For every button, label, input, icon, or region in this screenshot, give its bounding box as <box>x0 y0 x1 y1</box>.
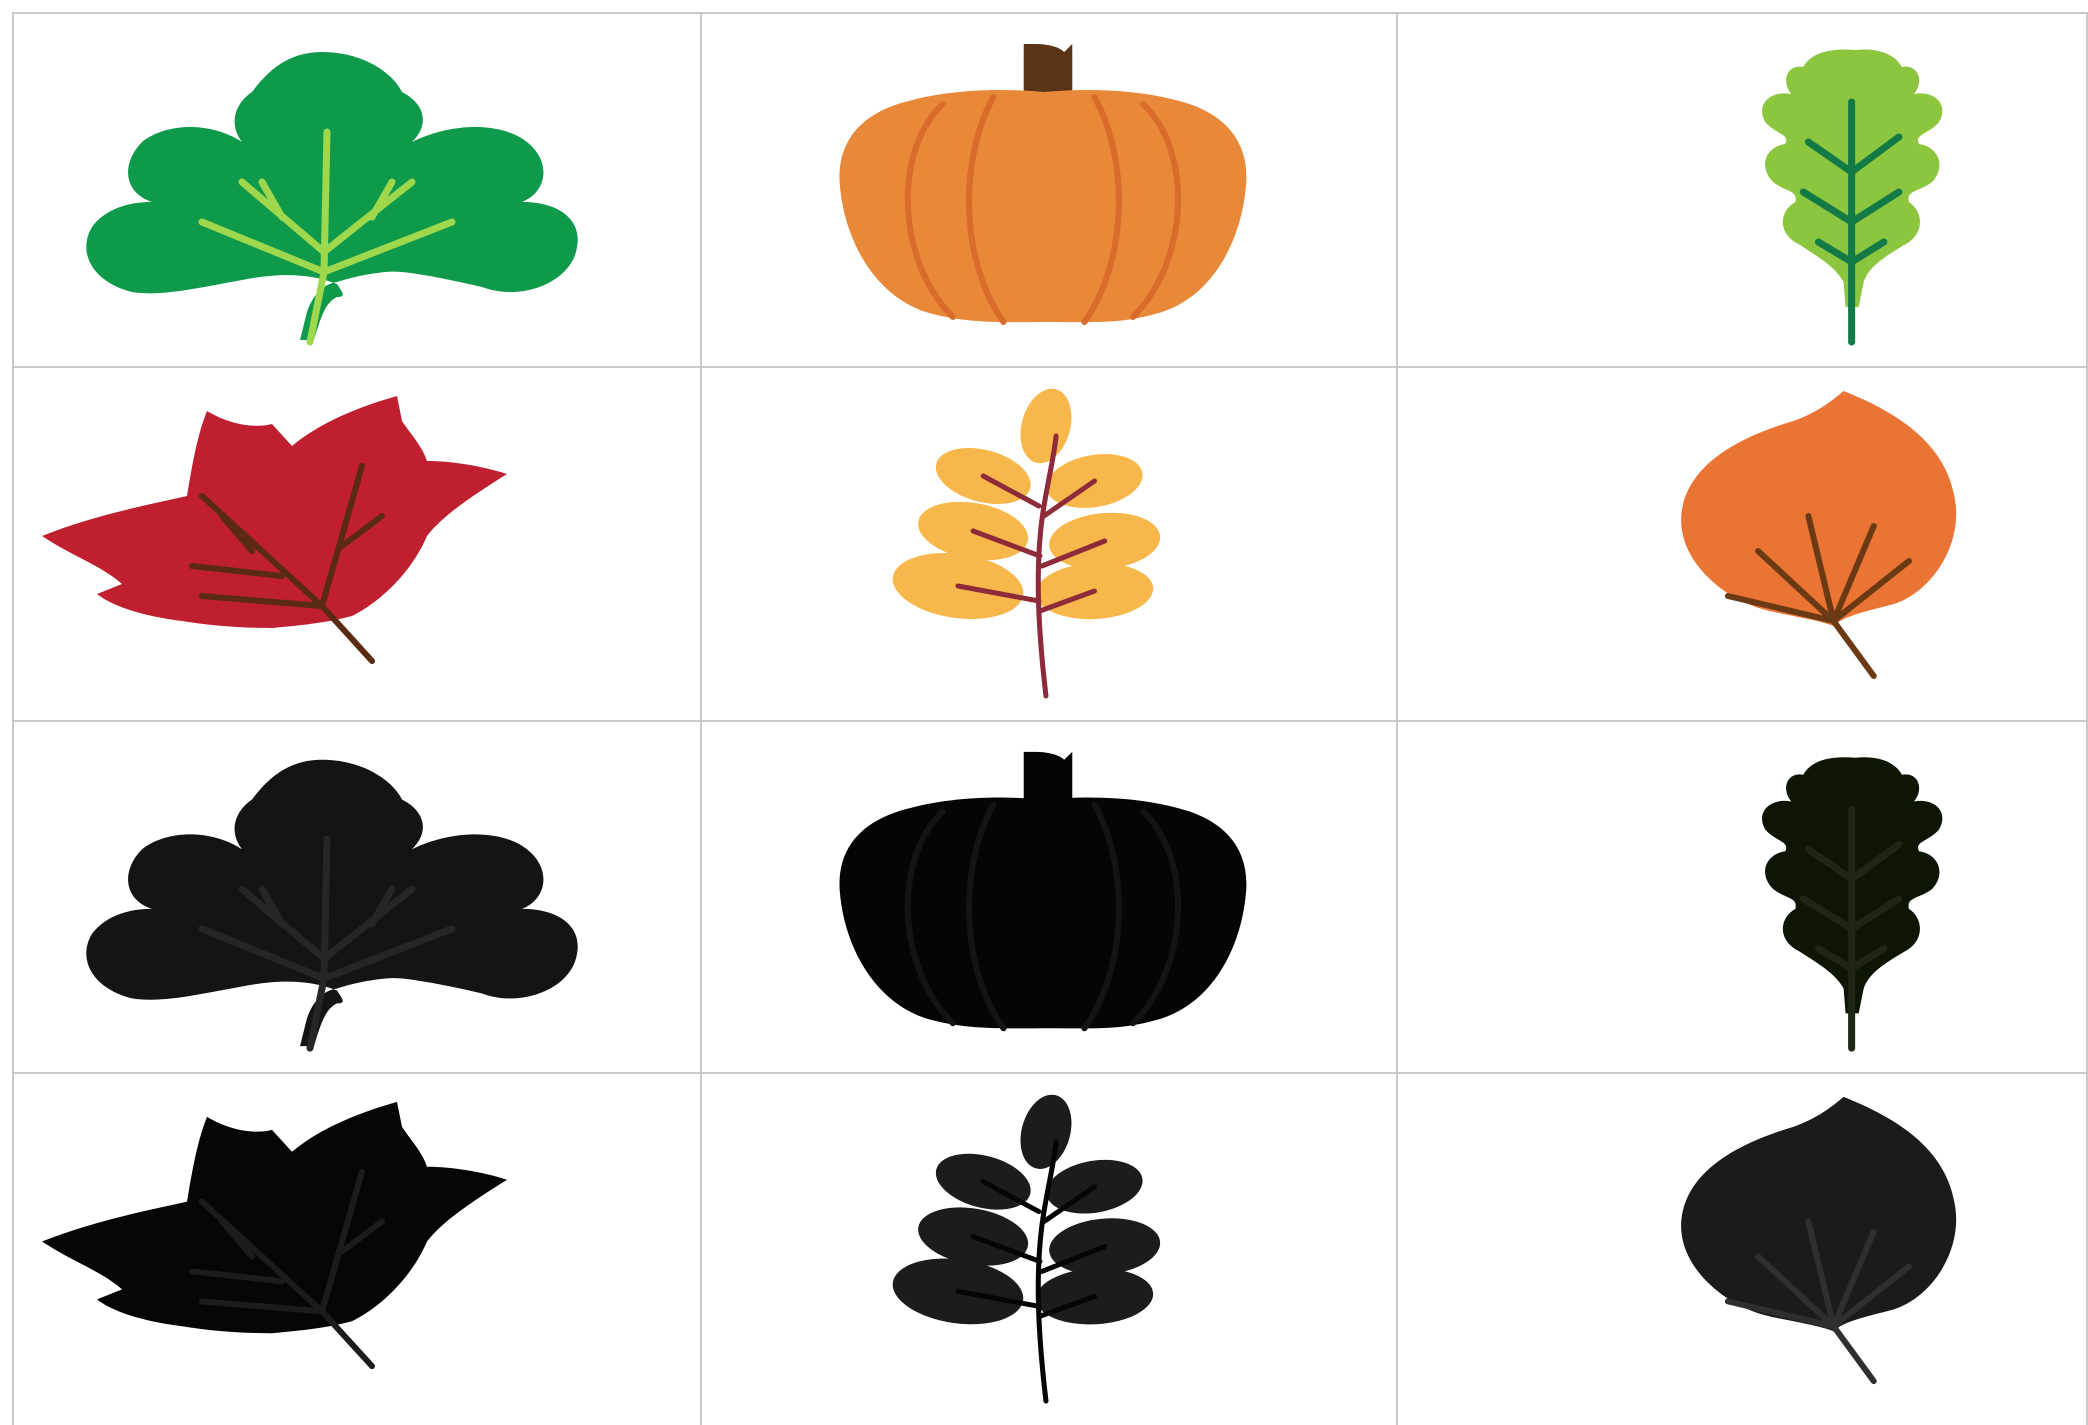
grid-line-vertical <box>1396 12 1398 1425</box>
maple-leaf-color-icon <box>12 366 700 720</box>
maple-leaf-silhouette-icon <box>12 1072 700 1425</box>
leaf-blade <box>42 1102 507 1333</box>
round-leaf-silhouette-icon <box>1396 1072 2088 1425</box>
pumpkin-body <box>839 798 1246 1029</box>
leaf-blade <box>42 396 507 628</box>
leaf-blade <box>86 52 577 340</box>
leaf-blade <box>1681 1097 1956 1331</box>
grape-leaf-silhouette-icon <box>12 720 700 1072</box>
pumpkin-color-icon <box>700 12 1396 366</box>
pumpkin-body <box>839 90 1246 322</box>
grid-line-horizontal <box>12 366 2088 368</box>
card-round-leaf-silhouette[interactable] <box>1396 1072 2088 1425</box>
card-grape-leaf-silhouette[interactable] <box>12 720 700 1072</box>
grid-line-vertical <box>12 12 14 1425</box>
grid-line-horizontal <box>12 720 2088 722</box>
grape-leaf-color-icon <box>12 12 700 366</box>
card-pumpkin-color[interactable] <box>700 12 1396 366</box>
pumpkin-silhouette-icon <box>700 720 1396 1072</box>
leaf-blade <box>86 760 577 1046</box>
fern-branch-color-icon <box>700 366 1396 720</box>
fern-branch-silhouette-icon <box>700 1072 1396 1425</box>
card-fern-branch-silhouette[interactable] <box>700 1072 1396 1425</box>
card-fern-branch-color[interactable] <box>700 366 1396 720</box>
fern-leaflet <box>1013 1089 1080 1175</box>
card-round-leaf-color[interactable] <box>1396 366 2088 720</box>
card-maple-leaf-silhouette[interactable] <box>12 1072 700 1425</box>
grid-line-horizontal <box>12 1072 2088 1074</box>
fern-leaflet <box>1013 383 1080 469</box>
oak-leaf-color-icon <box>1396 12 2088 366</box>
oak-leaf-silhouette-icon <box>1396 720 2088 1072</box>
leaf-blade <box>1681 391 1956 626</box>
card-maple-leaf-color[interactable] <box>12 366 700 720</box>
grid-line-horizontal <box>12 12 2088 14</box>
card-pumpkin-silhouette[interactable] <box>700 720 1396 1072</box>
card-oak-leaf-silhouette[interactable] <box>1396 720 2088 1072</box>
grid-line-vertical <box>700 12 702 1425</box>
card-grape-leaf-color[interactable] <box>12 12 700 366</box>
card-oak-leaf-color[interactable] <box>1396 12 2088 366</box>
round-leaf-color-icon <box>1396 366 2088 720</box>
